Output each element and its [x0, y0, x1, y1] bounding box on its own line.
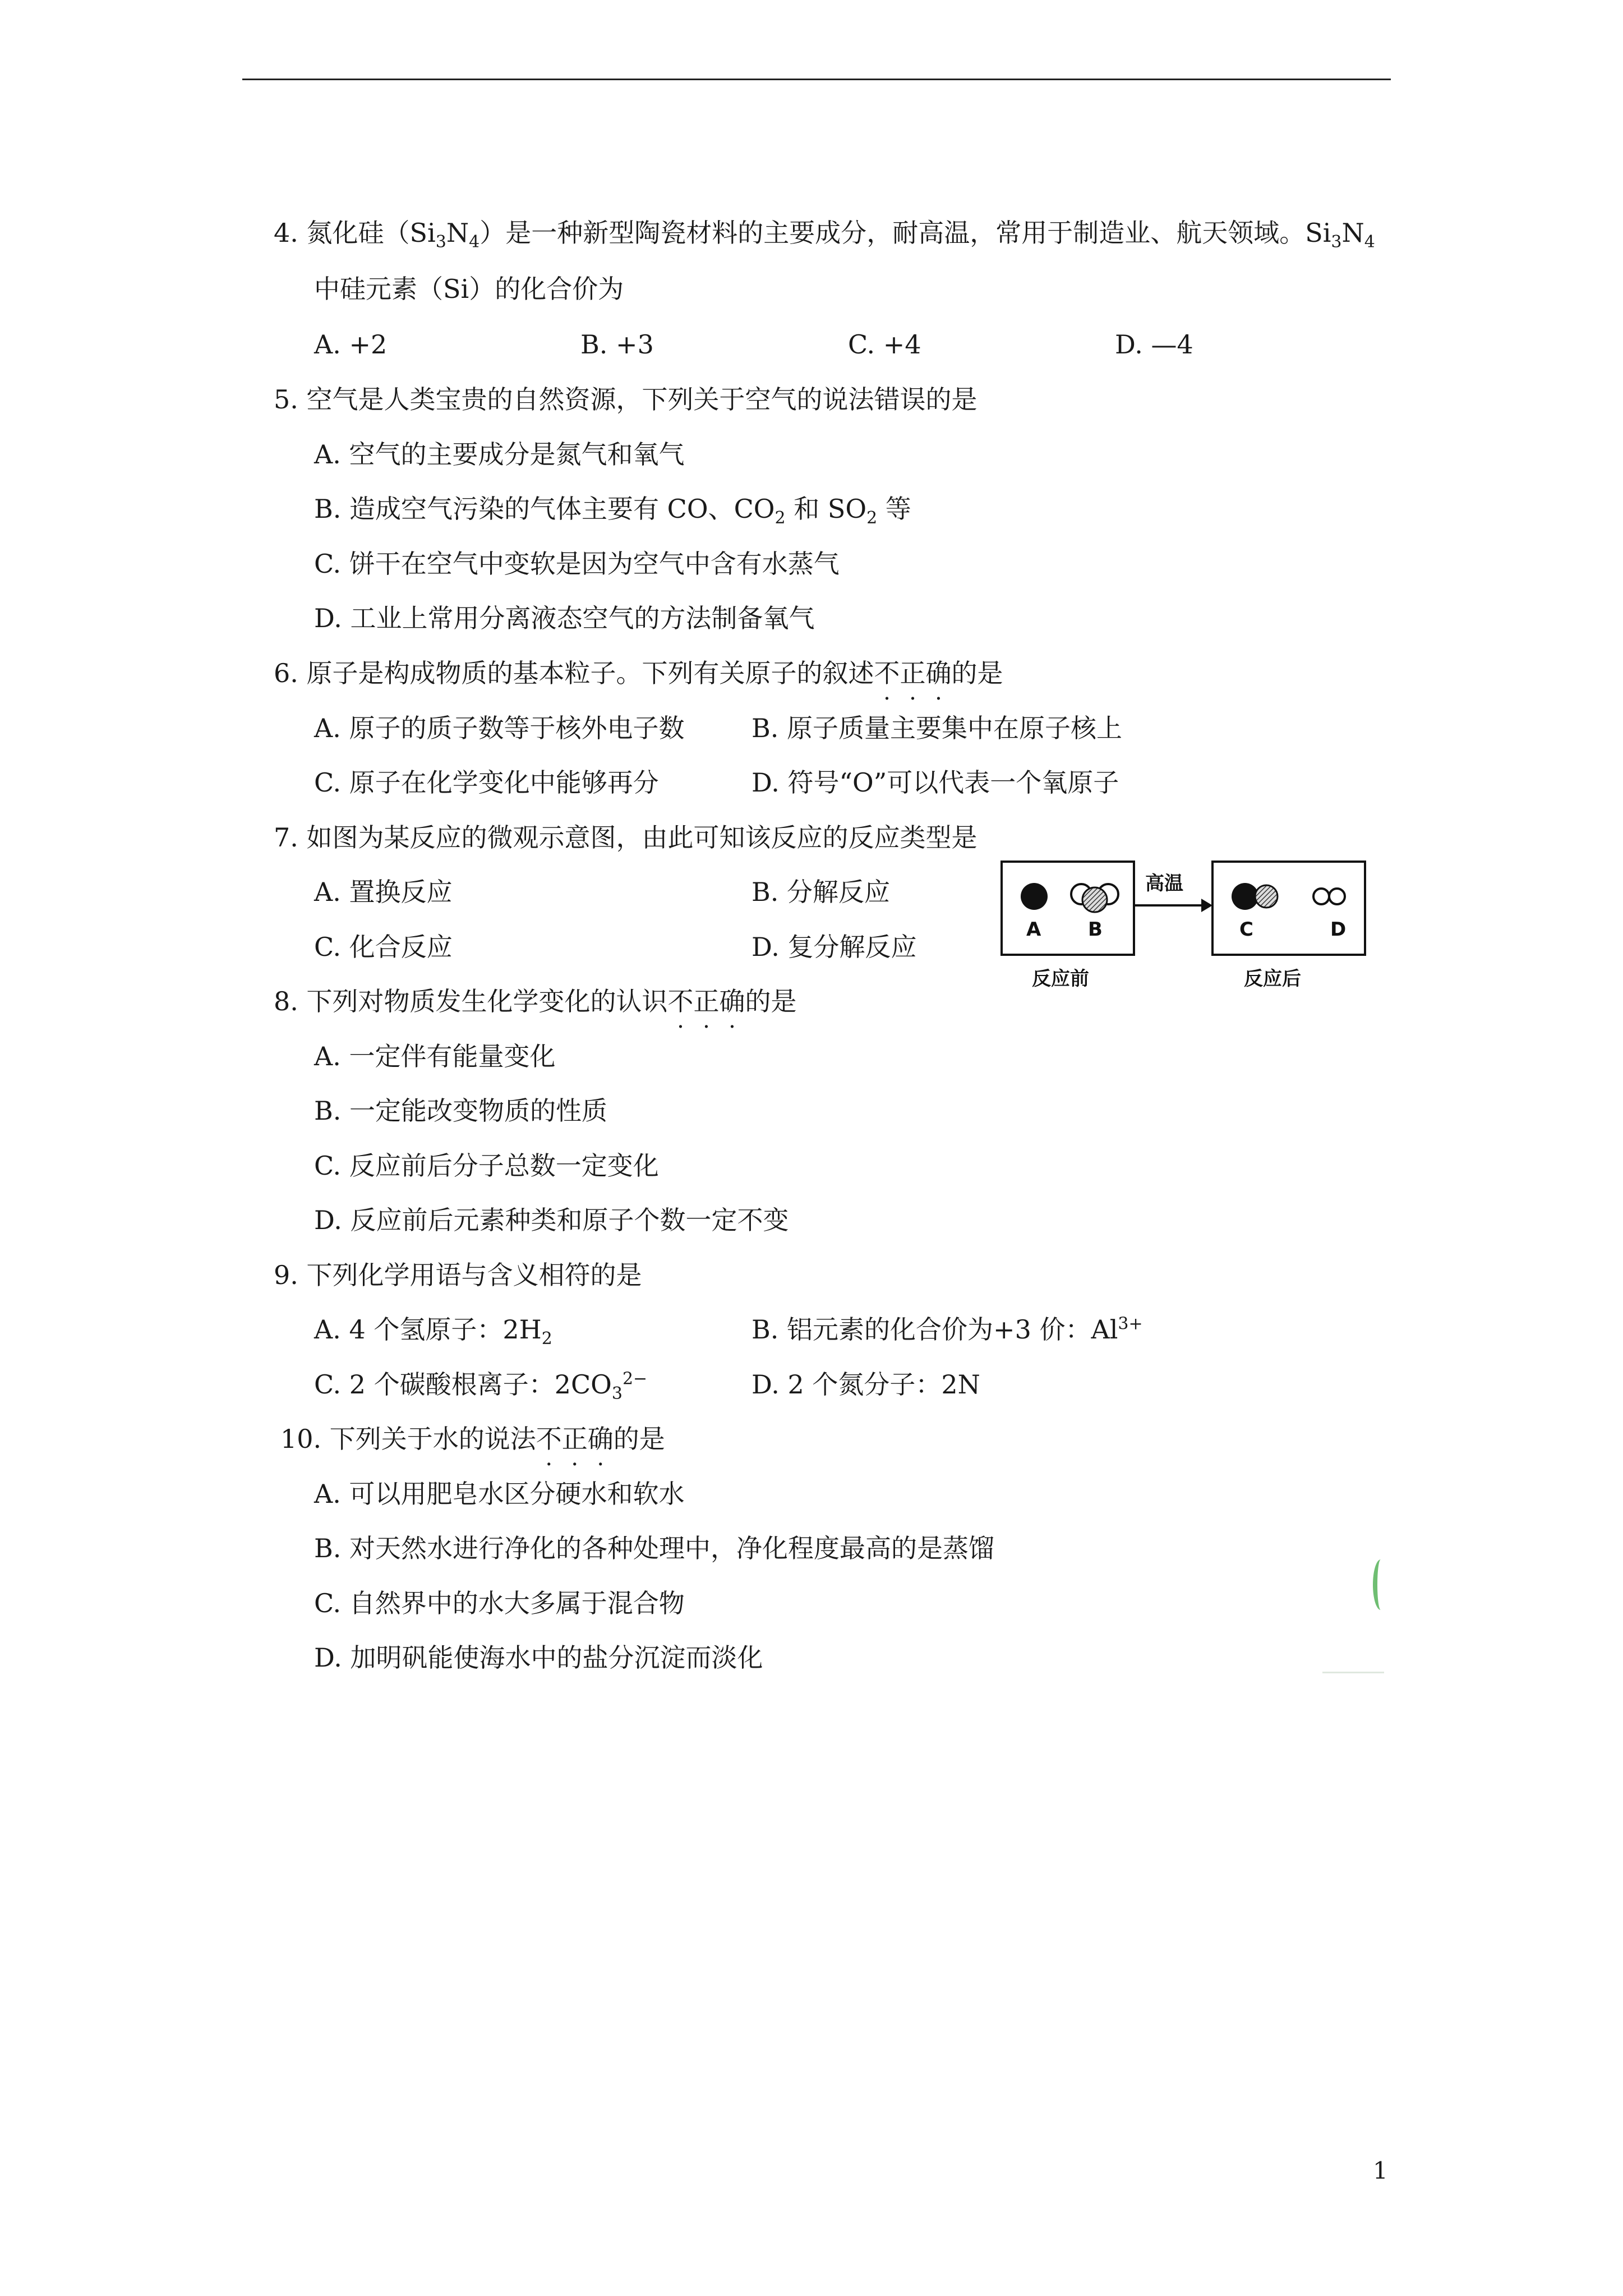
question-5-option-b: B. 造成空气污染的气体主要有 CO、$CO_2$ 和 $SO_2$ 等: [314, 494, 911, 528]
question-6-option-a: A. 原子的质子数等于核外电子数: [314, 713, 685, 743]
question-6-stem: 6. 原子是构成物质的基本粒子。下列有关原子的叙述不正确的是: [274, 658, 1003, 688]
label-d: D: [1330, 918, 1347, 941]
page-number: 1: [1373, 2157, 1388, 2184]
header-rule: [242, 79, 1391, 80]
question-10-option-d: D. 加明矾能使海水中的盐分沉淀而淡化: [314, 1642, 763, 1673]
reaction-diagram: [998, 858, 1368, 1004]
arrow-label: 高温: [1145, 872, 1183, 895]
question-8-option-c: C. 反应前后分子总数一定变化: [314, 1151, 659, 1181]
edge-mark: [1373, 1559, 1389, 1610]
question-10-stem: 10. 下列关于水的说法不正确的是: [280, 1424, 665, 1454]
question-7-option-b: B. 分解反应: [751, 877, 891, 907]
question-9-option-a: A. 4 个氢原子：$2H_2$: [314, 1314, 552, 1349]
question-8-option-b: B. 一定能改变物质的性质: [314, 1096, 608, 1126]
question-5-option-d: D. 工业上常用分离液态空气的方法制备氧气: [314, 603, 815, 633]
after-box: [1212, 862, 1365, 955]
label-b: B: [1088, 918, 1103, 941]
before-caption: 反应前: [1032, 968, 1089, 990]
molecule-d: [1313, 889, 1345, 904]
atom-a: [1021, 883, 1048, 910]
question-4-option-d: D. —4: [1115, 329, 1193, 360]
question-7-stem: 7. 如图为某反应的微观示意图，由此可知该反应的反应类型是: [274, 822, 978, 853]
question-8-option-a: A. 一定伴有能量变化: [314, 1041, 556, 1071]
question-4-option-a: A. +2: [314, 329, 388, 360]
question-5-option-c: C. 饼干在空气中变软是因为空气中含有水蒸气: [314, 549, 840, 579]
question-10-option-b: B. 对天然水进行净化的各种处理中，净化程度最高的是蒸馏: [314, 1533, 995, 1563]
question-7-option-d: D. 复分解反应: [751, 932, 917, 962]
molecule-c: [1232, 883, 1278, 910]
question-4-option-c: C. +4: [848, 329, 921, 360]
question-6-option-c: C. 原子在化学变化中能够再分: [314, 767, 659, 798]
label-a: A: [1026, 918, 1041, 941]
question-8-stem: 8. 下列对物质发生化学变化的认识不正确的是: [274, 986, 797, 1016]
question-10-option-c: C. 自然界中的水大多属于混合物: [314, 1588, 685, 1618]
question-7-option-a: A. 置换反应: [314, 877, 453, 907]
before-box: [1002, 862, 1134, 955]
question-7-option-c: C. 化合反应: [314, 932, 453, 962]
question-5-stem: 5. 空气是人类宝贵的自然资源，下列关于空气的说法错误的是: [274, 384, 978, 415]
question-9-option-c: C. 2 个碳酸根离子：$2CO_3^{2-}$: [314, 1369, 648, 1404]
question-10-option-a: A. 可以用肥皂水区分硬水和软水: [314, 1479, 685, 1509]
question-6-option-d: D. 符号“O”可以代表一个氧原子: [751, 767, 1119, 798]
question-4-line1: 4. 氮化硅$(Si_3N_4)$是一种新型陶瓷材料的主要成分，耐高温，常用于制造业、航天领域。$Si_3N_4$: [274, 218, 1375, 252]
question-6-option-b: B. 原子质量主要集中在原子核上: [751, 713, 1123, 743]
question-9-option-d: D. 2 个氮分子：2N: [751, 1369, 980, 1400]
edge-line: [1322, 1672, 1384, 1673]
question-8-option-d: D. 反应前后元素种类和原子个数一定不变: [314, 1205, 789, 1235]
question-9-option-b: B. 铝元素的化合价为+3 价：$Al^{3+}$: [751, 1314, 1143, 1345]
molecule-b: [1071, 884, 1118, 912]
question-4-option-b: B. +3: [580, 329, 654, 360]
arrow-head: [1201, 899, 1212, 912]
after-caption: 反应后: [1244, 968, 1301, 990]
question-4-line2: 中硅元素（Si）的化合价为: [314, 274, 624, 304]
question-9-stem: 9. 下列化学用语与含义相符的是: [274, 1260, 642, 1290]
label-c: C: [1239, 918, 1253, 941]
question-5-option-a: A. 空气的主要成分是氮气和氧气: [314, 439, 685, 470]
